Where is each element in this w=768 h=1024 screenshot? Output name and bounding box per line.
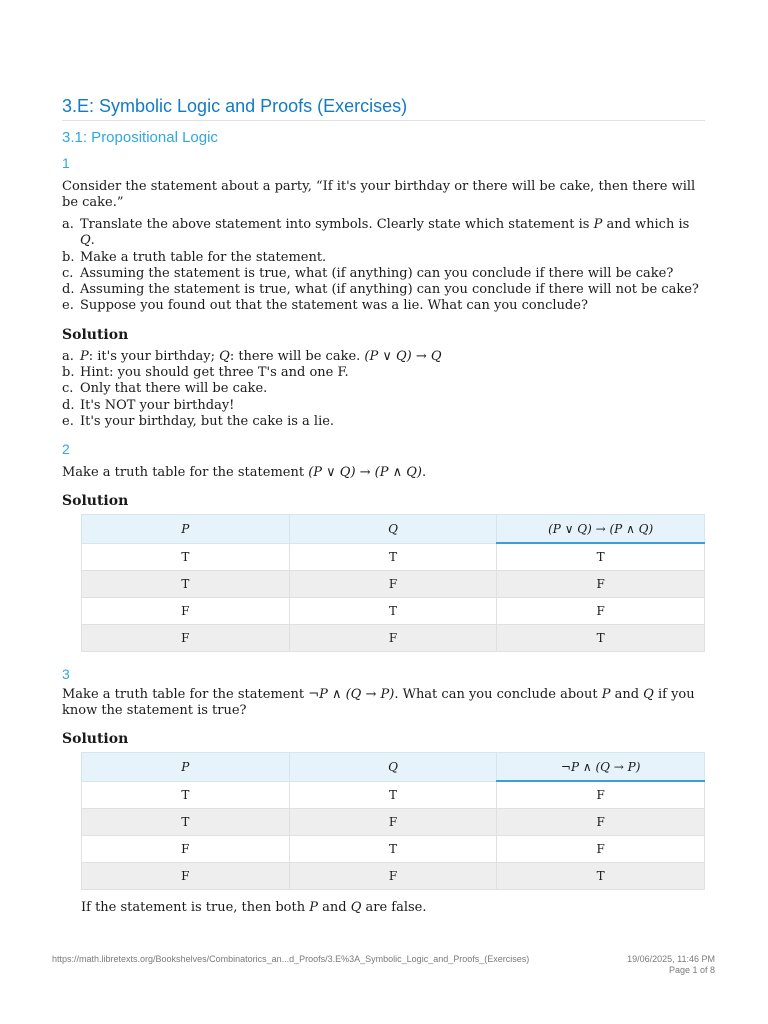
- table-row: T F F: [82, 571, 705, 598]
- list-item: d. Assuming the statement is true, what (if anything) can you conclude if there will not be cake?: [62, 282, 699, 298]
- footer-meta: [627, 954, 715, 976]
- exercise-number-3: 3: [62, 666, 70, 683]
- table-header: ¬P ∧ (Q → P): [497, 753, 705, 782]
- footer-url[interactable]: https://math.libretexts.org/Bookshelves/Combinatorics_an...d_Proofs/3.E%3A_Symbolic_Logic_and_Proofs_(Exercises): [52, 954, 530, 964]
- list-item: e. It's your birthday, but the cake is a lie.: [62, 413, 335, 429]
- list-item: a. P: it's your birthday; Q: there will be cake. (P ∨ Q) → Q: [62, 348, 442, 364]
- table-header: Q: [289, 515, 497, 544]
- table-row: T F F: [82, 809, 705, 836]
- section-heading: 3.1: Propositional Logic: [62, 129, 218, 146]
- exercise-1-intro: Consider the statement about a party, “If it's your birthday or there will be cake, then there will be cake.”: [62, 179, 696, 210]
- list-item: a. Translate the above statement into symbols. Clearly state which statement is P and which is Q.: [62, 217, 690, 249]
- exercise-number-1: 1: [62, 155, 70, 171]
- truth-table-3: [81, 752, 705, 890]
- exercise-3-prompt: Make a truth table for the statement ¬P ∧ (Q → P). What can you conclude about P and Q if you know the statement is true?: [62, 687, 695, 719]
- list-item: d. It's NOT your birthday!: [62, 397, 235, 413]
- list-item: c. Only that there will be cake.: [62, 381, 268, 397]
- footer-datetime: 19/06/2025, 11:46 PM: [627, 954, 715, 964]
- table-row: F T F: [82, 598, 705, 625]
- exercise-3-conclusion: If the statement is true, then both P and Q are false.: [81, 900, 427, 916]
- table-header: P: [82, 753, 290, 782]
- solution-heading-2: Solution: [62, 493, 129, 510]
- exercise-1-solution: [62, 349, 705, 430]
- list-item: e. Suppose you found out that the statement was a lie. What can you conclude?: [62, 298, 588, 314]
- table-row: T T T: [82, 543, 705, 571]
- solution-heading-3: Solution: [62, 731, 129, 748]
- list-item: b. Hint: you should get three T's and one F.: [62, 365, 349, 381]
- table-header: (P ∨ Q) → (P ∧ Q): [497, 515, 705, 544]
- page-title: 3.E: Symbolic Logic and Proofs (Exercises): [62, 96, 705, 121]
- table-row: F F T: [82, 625, 705, 652]
- table-row: F F T: [82, 863, 705, 890]
- list-item: c. Assuming the statement is true, what (if anything) can you conclude if there will be cake?: [62, 265, 674, 281]
- table-header: Q: [289, 753, 497, 782]
- footer-page-number: Page 1 of 8: [668, 965, 715, 975]
- exercise-1-questions: [62, 217, 705, 315]
- solution-heading-1: Solution: [62, 326, 129, 343]
- exercise-2-prompt: Make a truth table for the statement (P ∨ Q) → (P ∧ Q).: [62, 465, 427, 481]
- exercise-number-2: 2: [62, 441, 70, 458]
- list-item: b. Make a truth table for the statement.: [62, 249, 327, 265]
- table-row: F T F: [82, 836, 705, 863]
- table-row: T T F: [82, 781, 705, 809]
- page-content: [62, 96, 705, 916]
- truth-table-2: [81, 514, 705, 652]
- table-header: P: [82, 515, 290, 544]
